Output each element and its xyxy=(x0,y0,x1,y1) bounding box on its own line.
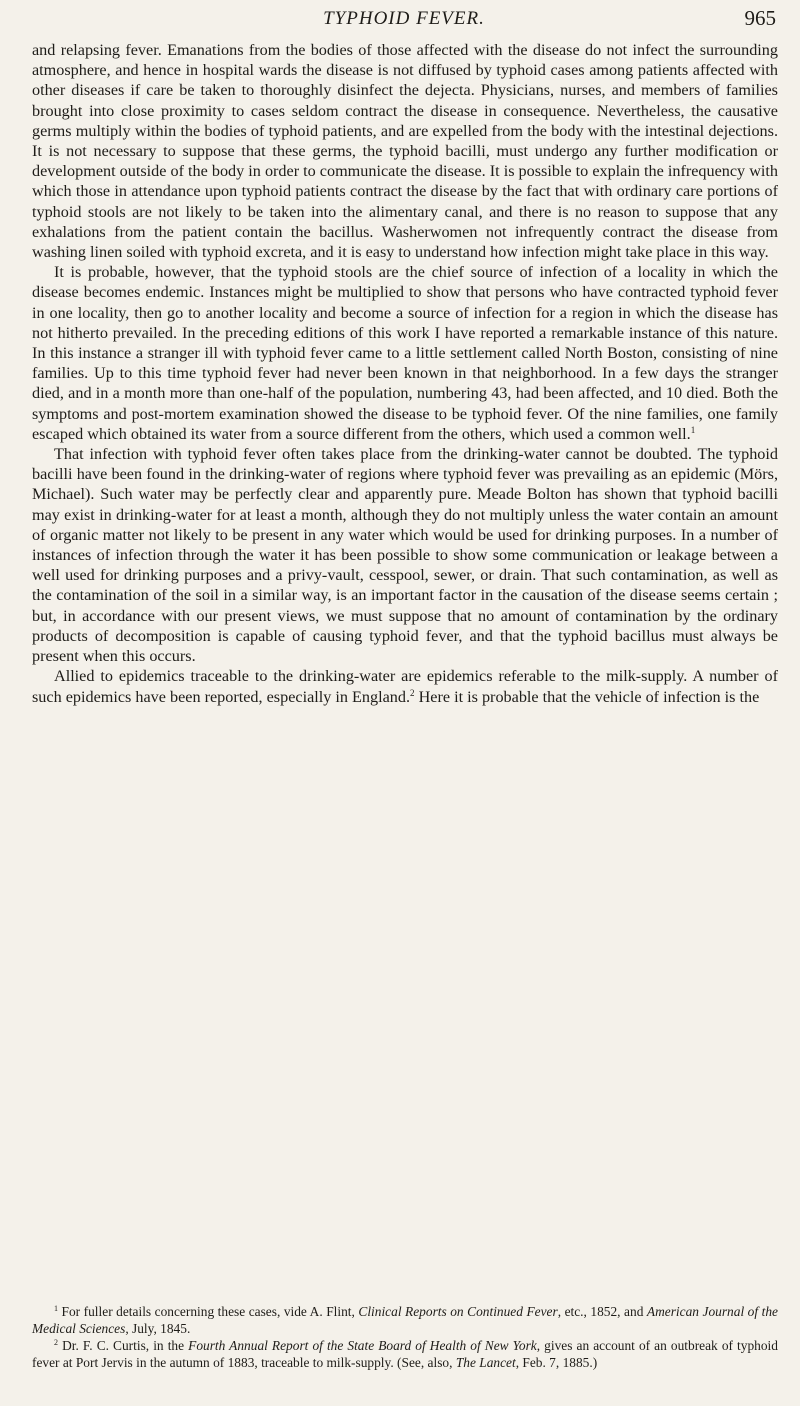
paragraph-text: Allied to epidemics traceable to the drinking-water are epidemics referable to the milk-supply. A number of such epidemics have been reported, especially in England. xyxy=(32,667,778,706)
paragraph xyxy=(32,262,778,444)
footnotes xyxy=(32,1303,778,1371)
footnote xyxy=(32,1337,778,1371)
footnote-ref: 2 xyxy=(410,687,415,698)
footnote-citation: Fourth Annual Report of the State Board of Health of New York xyxy=(188,1338,537,1353)
footnote-text: , etc., 1852, and xyxy=(557,1304,647,1319)
running-title: TYPHOID FEVER. xyxy=(323,8,485,29)
footnote-citation: American Journal of the Medical Sciences xyxy=(32,1304,778,1336)
footnote-text: Dr. F. C. Curtis, in the xyxy=(58,1338,189,1353)
paragraph-text: Here it is probable that the vehicle of infection is the xyxy=(414,687,760,706)
footnote-text: , Feb. 7, 1885.) xyxy=(515,1355,598,1370)
paragraph-text: That infection with typhoid fever often takes place from the drinking-water cannot be doubted. The typhoid bacilli have been found in the drinking-water of regions where typhoid fever was prevailing as an epidemic (Mörs, Michael). Such water may be perfectly clear and apparently pure. Meade Bolton has shown that typhoid bacilli may exist in drinking-water for at least a month, although they do not multiply unless the water contain an amount of organic matter not likely to be present in any water which would be used for drinking purposes. In a number of instances of infection through the water it has been possible to show some communication or leakage between a well used for drinking purposes and a privy-vault, cesspool, sewer, or drain. That such contamination, as well as the contamination of the soil in a similar way, is an important factor in the causation of the disease seems certain ; but, in accordance with our present views, we must suppose that no amount of contamination by the ordinary products of decomposition is capable of causing typhoid fever, and that the typhoid bacillus must always be present when this occurs. xyxy=(32,445,778,666)
footnote xyxy=(32,1303,778,1337)
footnote-text: For fuller details concerning these cases, vide A. Flint, xyxy=(58,1304,359,1319)
footnote-mark: 2 xyxy=(54,1338,58,1347)
paragraph-text: and relapsing fever. Emanations from the bodies of those affected with the disease do not infect the surrounding atmosphere, and hence in hospital wards the disease is not diffused by typhoid cases among patients affected with other diseases if care be taken to thoroughly disinfect the dejecta. Physicians, nurses, and members of families brought into close proximity to cases seldom contract the disease in consequence. Nevertheless, the causative germs multiply within the bodies of typhoid patients, and are expelled from the body with the intestinal dejections. It is not necessary to suppose that these germs, the typhoid bacilli, must undergo any further modification or development outside of the body in order to communicate the disease. It is possible to explain the infrequency with which those in attendance upon typhoid patients contract the disease by the fact that with ordinary care portions of typhoid stools are not likely to be taken into the alimentary canal, and there is no reason to suppose that any exhalations from the patient contain the bacillus. Washerwomen not infrequently contract the disease from washing linen soiled with typhoid excreta, and it is easy to understand how infection might take place in this way. xyxy=(32,41,778,262)
footnote-ref: 1 xyxy=(690,424,696,435)
paragraph xyxy=(32,666,778,706)
footnote-citation: Clinical Reports on Continued Fever xyxy=(358,1304,558,1319)
footnote-text: , gives an account of an outbreak of typhoid fever at Port Jervis in the autumn of 1883, traceable to milk-supply. (See, also, xyxy=(32,1338,778,1370)
footnote-mark: 1 xyxy=(54,1304,58,1313)
page-number: 965 xyxy=(744,6,776,30)
footnote-citation: The Lancet xyxy=(455,1355,516,1370)
paragraph-text: It is probable, however, that the typhoid stools are the chief source of infection of a locality in which the disease becomes endemic. Instances might be multiplied to show that persons who have contracted typhoid fever in one locality, then go to another locality and become a source of infection for a region in which the disease has not hitherto prevailed. In the preceding editions of this work I have reported a remarkable instance of this nature. In this instance a stranger ill with typhoid fever came to a little settlement called North Boston, consisting of nine families. Up to this time typhoid fever had never been known in that neighborhood. In a few days the stranger died, and in a month more than one-half of the population, numbering 43, had been affected, and 10 died. Both the symptoms and post-mortem examination showed the disease to be typhoid fever. Of the nine families, one family escaped which obtained its water from a source different from the others, which used a common well. xyxy=(32,263,778,443)
footnote-text: , July, 1845. xyxy=(125,1321,191,1336)
paragraph xyxy=(32,444,778,666)
running-head xyxy=(32,6,776,36)
body-text xyxy=(32,40,778,707)
paragraph xyxy=(32,40,778,262)
